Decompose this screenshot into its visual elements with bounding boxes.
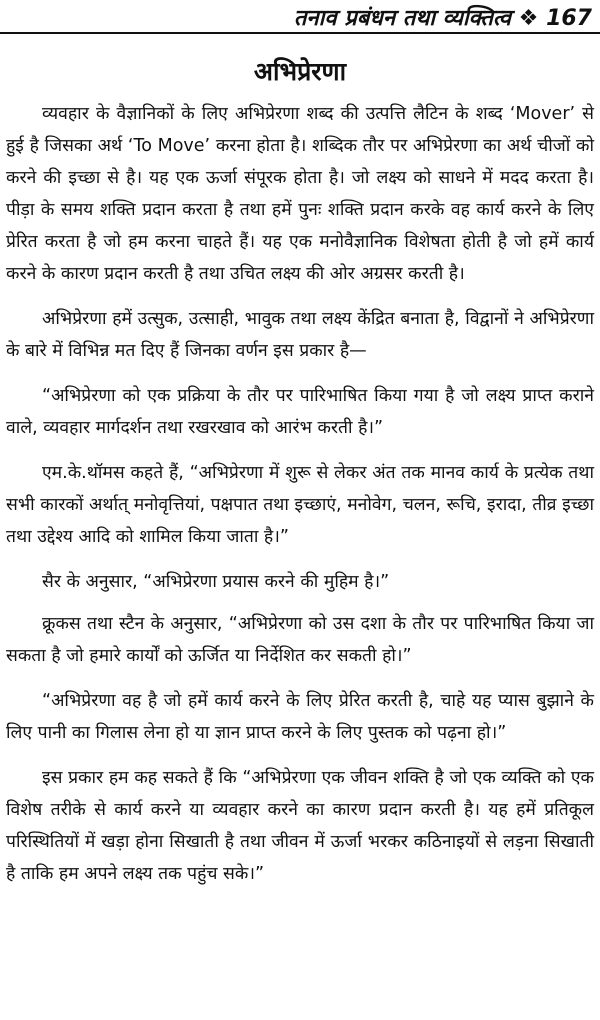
paragraph-thirst-quote: “अभिप्रेरणा वह है जो हमें कार्य करने के लिए प्रेरित करती है, चाहे यह प्यास बुझाने के लिए पानी का गिलास लेना हो या ज्ञान प्राप्त करने के लिए पुस्तक को पढ़ना हो।” <box>6 691 594 743</box>
paragraph-krooks-stain: क्रूकस तथा स्टैन के अनुसार, “अभिप्रेरणा को उस दशा के तौर पर पारिभाषित किया जा सकता है जो हमारे कार्यों को ऊर्जित या निर्देशित कर सकती हो।” <box>6 614 594 666</box>
paragraph-conclusion: इस प्रकार हम कह सकते हैं कि “अभिप्रेरणा एक जीवन शक्ति है जो एक व्यक्ति को एक विशेष तरीके से कार्य करने या व्यवहार करने का कारण प्रदान करती है। यह हमें प्रतिकूल परिस्थितियों में खड़ा होना सिखाती है तथा जीवन में ऊर्जा भरकर कठिनाइयों से लड़ना सिखाती है ताकि हम अपने लक्ष्य तक पहुंच सके।” <box>6 768 594 884</box>
paragraph-sair: सैर के अनुसार, “अभिप्रेरणा प्रयास करने की मुहिम है।” <box>42 572 390 592</box>
running-title: तनाव प्रबंधन तथा व्यक्तित्व ❖ 167 <box>293 6 592 31</box>
paragraph-definition-quote: “अभिप्रेरणा को एक प्रक्रिया के तौर पर पारिभाषित किया गया है जो लक्ष्य प्राप्त कराने वाले, व्यवहार मार्गदर्शन तथा रखरखाव को आरंभ करती है।” <box>6 386 594 438</box>
section-title: अभिप्रेरणा <box>253 57 347 86</box>
paragraph-scholars: अभिप्रेरणा हमें उत्सुक, उत्साही, भावुक तथा लक्ष्य केंद्रित बनाता है, विद्वानों ने अभिप्रेरणा के बारे में विभिन्न मत दिए हैं जिनका वर्णन इस प्रकार है— <box>6 309 594 361</box>
paragraph-intro: व्यवहार के वैज्ञानिकों के लिए अभिप्रेरणा शब्द की उत्पत्ति लैटिन के शब्द ‘Mover’ से हुई है जिसका अर्थ ‘To Move’ करना होता है। शब्दिक तौर पर अभिप्रेरणा का अर्थ चीजों को करने की इच्छा से है। यह एक ऊर्जा संपूरक होता है। जो लक्ष्य को साधने में मदद करता है। पीड़ा के समय शक्ति प्रदान करता है तथा हमें पुनः शक्ति प्रदान करके वह कार्य करने के लिए प्रेरित करता है जो हम करना चाहते हैं। यह एक मनोवैज्ञानिक विशेषता होती है जो हमें कार्य करने के कारण प्रदान करती है तथा उचित लक्ष्य की ओर अग्रसर करती है। <box>6 104 594 284</box>
body-text <box>6 98 594 903</box>
header-divider <box>0 32 600 34</box>
running-header <box>0 0 600 40</box>
paragraph-thomas: एम.के.थॉमस कहते हैं, “अभिप्रेरणा में शुरू से लेकर अंत तक मानव कार्य के प्रत्येक तथा सभी कारकों अर्थात् मनोवृत्तियां, पक्षपात तथा इच्छाएं, मनोवेग, चलन, रूचि, इरादा, तीव्र इच्छा तथा उद्देश्य आदि को शामिल किया जाता है।” <box>6 463 594 547</box>
